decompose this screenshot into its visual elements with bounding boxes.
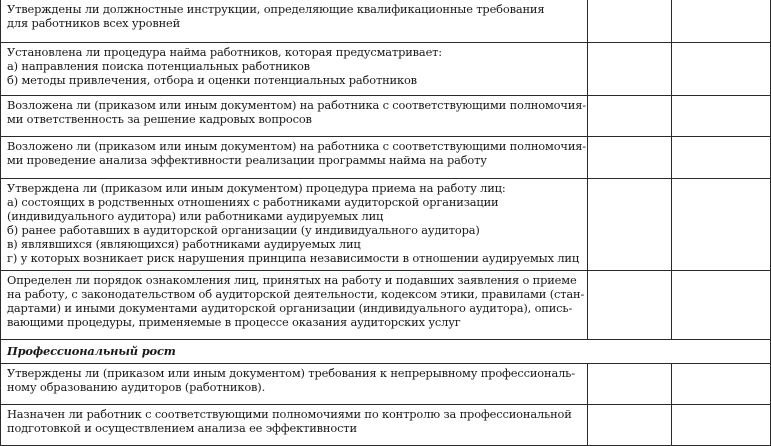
question-text-line: подготовкой и осуществлением анализа ее эффективности [7, 420, 357, 435]
table-row [1, 270, 771, 339]
question-text-line: для работников всех уровней [7, 16, 181, 30]
answer-cell[interactable] [588, 0, 672, 42]
question-text-line: б) ранее работавших в аудиторской организации (у индивидуального аудитора) [7, 222, 480, 237]
question-text-line: в) являвшихся (являющихся) работниками аудируемых лиц [7, 236, 361, 251]
question-text-line: Определен ли порядок ознакомления лиц, принятых на работу и подавших заявления о приеме [7, 272, 577, 287]
answer-cell[interactable] [588, 363, 672, 404]
question-text-line: (индивидуального аудитора) или работниками аудируемых лиц [7, 208, 384, 223]
question-text-line: Возложено ли (приказом или иным документом) на работника с соответствующими полномочия- [7, 138, 586, 153]
question-cell [1, 136, 588, 178]
question-text-line: Установлена ли процедура найма работников, которая предусматривает: [7, 44, 442, 59]
answer-cell[interactable] [588, 136, 672, 178]
table-row [1, 363, 771, 404]
question-text-line: вающими процедуры, применяемые в процессе оказания аудиторских услуг [7, 314, 461, 329]
question-cell [1, 178, 588, 270]
table-row [1, 136, 771, 178]
answer-cell[interactable] [588, 270, 672, 339]
table-row [1, 95, 771, 136]
question-text-line: ному образованию аудиторов (работников). [7, 379, 266, 394]
comment-cell[interactable] [672, 178, 771, 270]
question-cell [1, 363, 588, 404]
question-text-line: Утверждена ли (приказом или иным документом) процедура приема на работу лиц: [7, 180, 506, 195]
table-row [1, 42, 771, 95]
comment-cell[interactable] [672, 270, 771, 339]
question-cell [1, 404, 588, 445]
question-text-line: ми ответственность за решение кадровых вопросов [7, 111, 312, 126]
question-cell [1, 95, 588, 136]
question-text-line: дартами) и иными документами аудиторской организации (индивидуального аудитора), опись- [7, 300, 573, 315]
comment-cell[interactable] [672, 42, 771, 95]
table-row [1, 0, 771, 42]
question-text-line: б) методы привлечения, отбора и оценки потенциальных работников [7, 72, 417, 87]
question-text-line: а) состоящих в родственных отношениях с работниками аудиторской организации [7, 194, 499, 209]
section-header-row [1, 339, 771, 363]
question-cell [1, 270, 588, 339]
comment-cell[interactable] [672, 95, 771, 136]
question-cell [1, 0, 588, 42]
question-text-line: Утверждены ли должностные инструкции, определяющие квалификационные требования [7, 2, 545, 16]
answer-cell[interactable] [588, 95, 672, 136]
table-row [1, 178, 771, 270]
question-text-line: на работу, с законодательством об аудиторской деятельности, кодексом этики, правилами (стан- [7, 286, 585, 301]
question-text-line: Возложена ли (приказом или иным документом) на работника с соответствующими полномочия- [7, 97, 586, 112]
checklist-body [1, 0, 771, 445]
question-text-line: а) направления поиска потенциальных работников [7, 58, 310, 73]
answer-cell[interactable] [588, 178, 672, 270]
question-text-line: Назначен ли работник с соответствующими полномочиями по контролю за профессиональной [7, 406, 572, 421]
comment-cell[interactable] [672, 404, 771, 445]
question-cell [1, 42, 588, 95]
answer-cell[interactable] [588, 404, 672, 445]
table-row [1, 404, 771, 445]
question-text-line: ми проведение анализа эффективности реализации программы найма на работу [7, 152, 487, 167]
comment-cell[interactable] [672, 0, 771, 42]
comment-cell[interactable] [672, 136, 771, 178]
answer-cell[interactable] [588, 42, 672, 95]
section-title: Профессиональный рост [1, 339, 771, 363]
comment-cell[interactable] [672, 363, 771, 404]
question-text-line: Утверждены ли (приказом или иным документом) требования к непрерывному профессиональ- [7, 365, 575, 380]
question-text-line: г) у которых возникает риск нарушения принципа независимости в отношении аудируемых лиц [7, 250, 580, 265]
